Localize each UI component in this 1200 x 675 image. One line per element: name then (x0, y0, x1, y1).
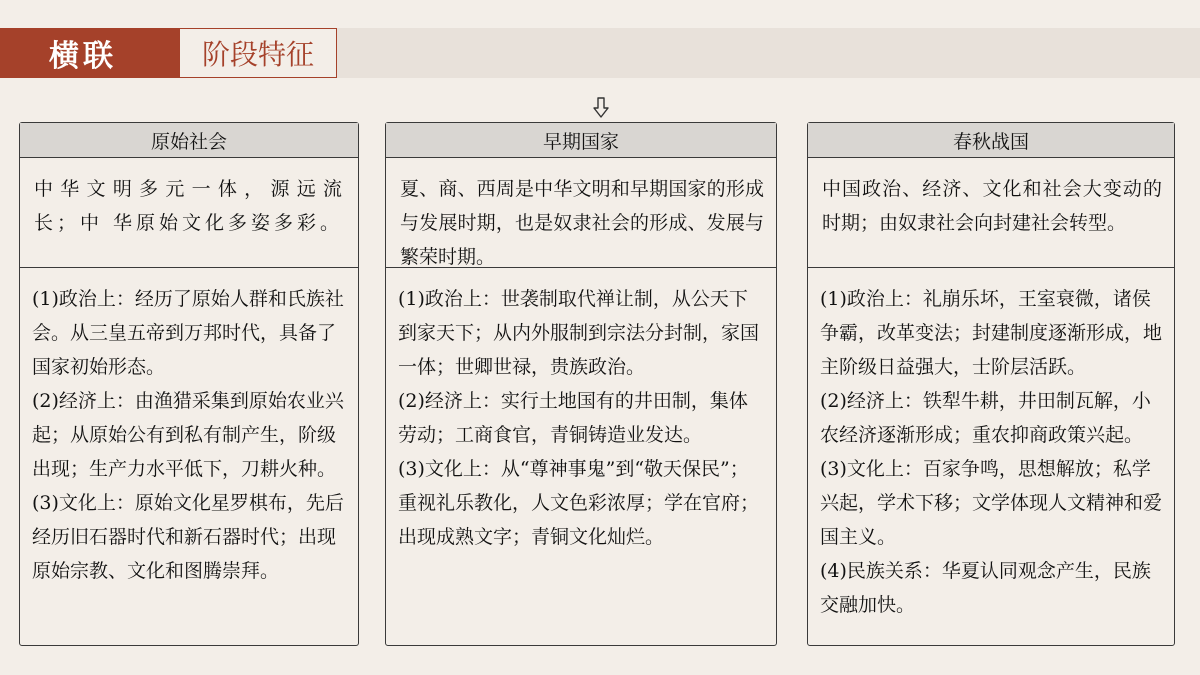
section-tag-label: 横联 (49, 39, 117, 74)
detail-item: (3)文化上：从“尊神事鬼”到“敬天保民”；重视礼乐教化，人文色彩浓厚；学在官府；出现成熟文字；青铜文化灿烂。 (398, 458, 760, 548)
panel-spring-autumn-warring-states (807, 122, 1175, 646)
detail-item: (2)经济上：铁犁牛耕，井田制瓦解，小农经济逐渐形成；重农抑商政策兴起。 (820, 390, 1151, 446)
section-subtitle-label: 阶段特征 (201, 38, 314, 71)
detail-item: (2)经济上：实行土地国有的井田制，集体劳动；工商食官，青铜铸造业发达。 (398, 390, 748, 446)
detail-item: (4)民族关系：华夏认同观念产生，民族交融加快。 (820, 560, 1151, 616)
detail-item: (3)文化上：百家争鸣，思想解放；私学兴起，学术下移；文学体现人文精神和爱国主义。 (820, 458, 1163, 548)
down-arrow-icon (592, 97, 610, 119)
detail-item: (2)经济上：由渔猎采集到原始农业兴起；从原始公有到私有制产生，阶级出现；生产力水平低下，刀耕火种。 (32, 390, 344, 480)
panel-primitive-society (19, 122, 359, 646)
section-subtitle (180, 28, 337, 78)
detail-item: (1)政治上：经历了原始人群和氏族社会。从三皇五帝到万邦时代，具备了国家初始形态。 (32, 288, 344, 378)
panel-title: 早期国家 (386, 123, 776, 158)
panel-details (808, 268, 1174, 622)
detail-item: (1)政治上：世袭制取代禅让制，从公天下到家天下；从内外服制到宗法分封制，家国一体；世卿世禄，贵族政治。 (398, 288, 760, 378)
panel-details (20, 268, 358, 588)
section-tag (0, 28, 180, 78)
panel-summary: 中华文明多元一体，源远流长；中 华原始文化多姿多彩。 (20, 158, 358, 268)
panel-title: 春秋战国 (808, 123, 1174, 158)
panel-details (386, 268, 776, 554)
panel-summary: 中国政治、经济、文化和社会大变动的时期；由奴隶社会向封建社会转型。 (808, 158, 1174, 268)
detail-item: (3)文化上：原始文化星罗棋布，先后经历旧石器时代和新石器时代；出现原始宗教、文化和图腾崇拜。 (32, 492, 344, 582)
panel-early-states (385, 122, 777, 646)
panel-summary: 夏、商、西周是中华文明和早期国家的形成与发展时期，也是奴隶社会的形成、发展与繁荣时期。 (386, 158, 776, 268)
panel-title: 原始社会 (20, 123, 358, 158)
detail-item: (1)政治上：礼崩乐坏，王室衰微，诸侯争霸，改革变法；封建制度逐渐形成，地主阶级日益强大，士阶层活跃。 (820, 288, 1163, 378)
